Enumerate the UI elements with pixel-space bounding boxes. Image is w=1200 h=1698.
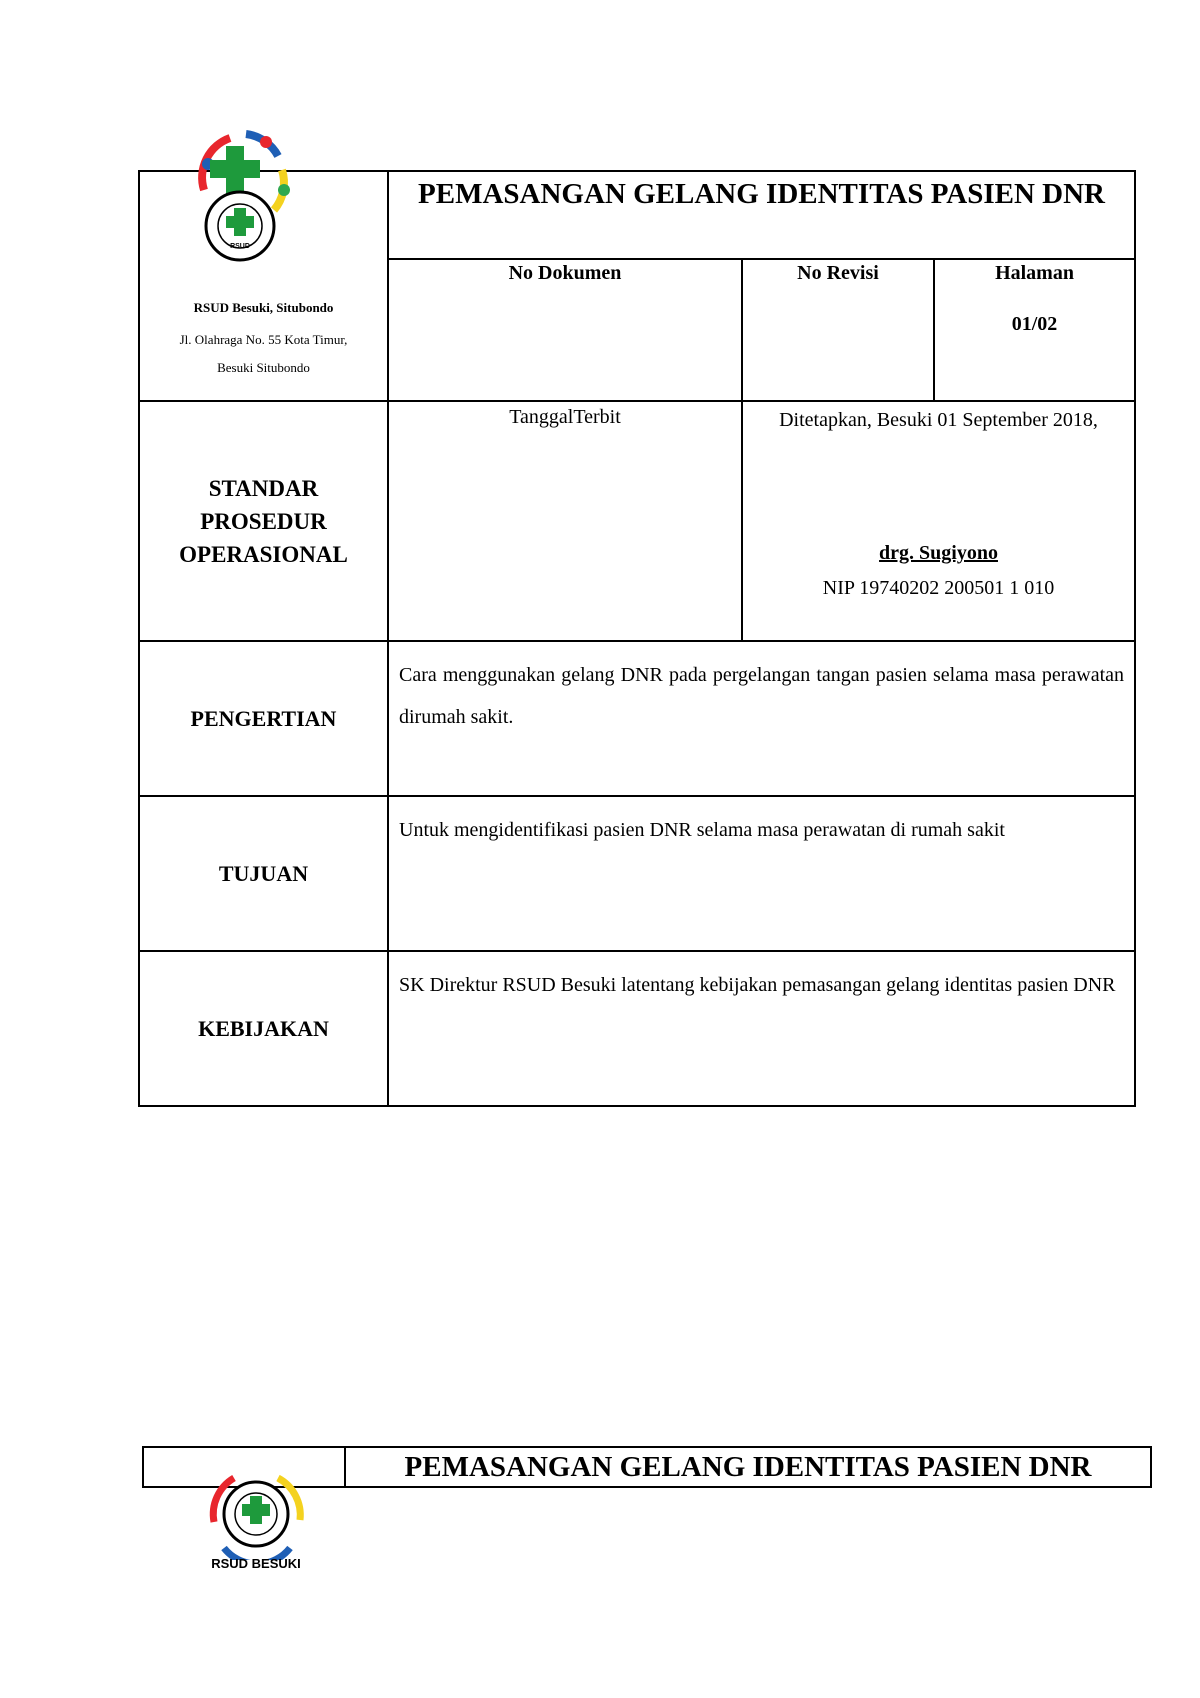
logo-seal-text: RSUD bbox=[230, 243, 250, 250]
tujuan-label: TUJUAN bbox=[139, 796, 388, 951]
hospital-address bbox=[140, 326, 387, 382]
halaman-value: 01/02 bbox=[1011, 313, 1058, 335]
pengertian-text: Cara menggunakan gelang DNR pada pergelangan tangan pasien selama masa perawatan dirumah sakit. bbox=[399, 664, 1125, 728]
hospital-address-line1: Jl. Olahraga No. 55 Kota Timur, bbox=[179, 332, 348, 347]
pengertian-content-cell bbox=[388, 641, 1135, 796]
tujuan-content-cell bbox=[388, 796, 1135, 951]
kebijakan-text: SK Direktur RSUD Besuki latentang kebijakan pemasangan gelang identitas pasien DNR bbox=[399, 974, 1116, 996]
sop-label-cell bbox=[139, 401, 388, 641]
no-dokumen-label: No Dokumen bbox=[508, 262, 622, 284]
sop-label-line3: OPERASIONAL bbox=[179, 541, 348, 567]
hospital-address-line2: Besuki Situbondo bbox=[217, 360, 310, 375]
tanggal-terbit-cell bbox=[388, 401, 742, 641]
sop-label-line1: STANDAR bbox=[208, 475, 319, 501]
footer-logo-caption: RSUD BESUKI bbox=[211, 1556, 301, 1571]
tujuan-text: Untuk mengidentifikasi pasien DNR selama masa perawatan di rumah sakit bbox=[399, 819, 1005, 841]
sop-label-line2: PROSEDUR bbox=[200, 508, 327, 534]
no-revisi-label: No Revisi bbox=[797, 262, 879, 284]
footer-title: PEMASANGAN GELANG IDENTITAS PASIEN DNR bbox=[344, 1446, 1152, 1488]
halaman-cell bbox=[934, 259, 1135, 401]
document-title-cell bbox=[388, 171, 1135, 259]
no-dokumen-cell bbox=[388, 259, 742, 401]
halaman-label: Halaman bbox=[995, 262, 1074, 284]
pengertian-label: PENGERTIAN bbox=[139, 641, 388, 796]
kebijakan-label: KEBIJAKAN bbox=[139, 951, 388, 1106]
hospital-name: RSUD Besuki, Situbondo bbox=[193, 300, 334, 315]
signer-name: drg. Sugiyono bbox=[879, 542, 998, 564]
sop-header-table bbox=[138, 170, 1136, 1107]
approval-cell bbox=[742, 401, 1135, 641]
no-revisi-cell bbox=[742, 259, 934, 401]
tanggal-terbit-label: TanggalTerbit bbox=[509, 406, 621, 428]
ditetapkan-text: Ditetapkan, Besuki 01 September 2018, bbox=[779, 409, 1098, 431]
signer-nip: NIP 19740202 200501 1 010 bbox=[822, 577, 1055, 599]
hospital-logo-icon bbox=[186, 120, 296, 266]
document-title: PEMASANGAN GELANG IDENTITAS PASIEN DNR bbox=[418, 178, 1105, 210]
footer-hospital-logo-icon bbox=[204, 1470, 308, 1560]
kebijakan-content-cell bbox=[388, 951, 1135, 1106]
